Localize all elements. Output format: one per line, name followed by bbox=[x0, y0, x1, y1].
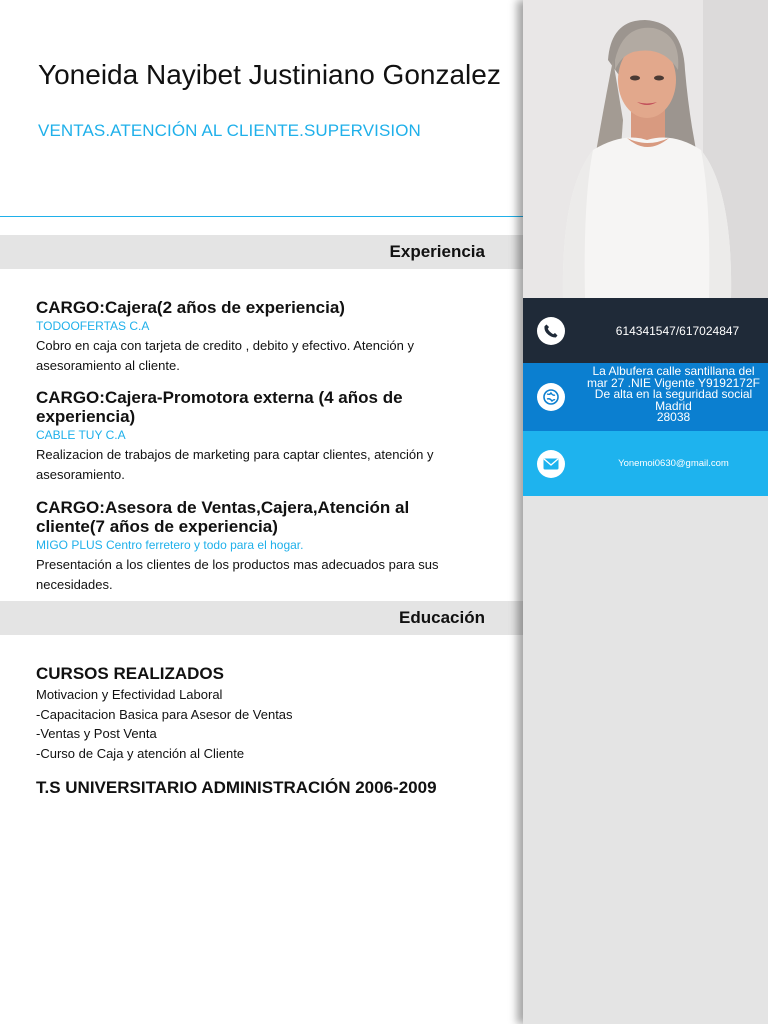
candidate-headline: VENTAS.ATENCIÓN AL CLIENTE.SUPERVISION bbox=[38, 121, 421, 140]
experience-heading: Experiencia bbox=[389, 242, 485, 261]
profile-photo bbox=[523, 0, 768, 298]
address-row bbox=[523, 363, 768, 431]
course-item: -Capacitacion Basica para Asesor de Ventas bbox=[36, 706, 293, 722]
courses-block bbox=[36, 664, 481, 763]
job-company: TODOOFERTAS C.A bbox=[36, 319, 150, 333]
job-title: CARGO:Cajera-Promotora externa (4 años de experiencia) bbox=[36, 388, 403, 426]
education-section-bar bbox=[0, 601, 523, 635]
phone-row bbox=[523, 298, 768, 363]
location-globe-icon bbox=[537, 383, 565, 411]
job-entry bbox=[36, 498, 481, 594]
header-divider bbox=[0, 216, 523, 217]
address-line: La Albufera calle santillana del bbox=[592, 364, 755, 378]
course-item: -Ventas y Post Venta bbox=[36, 726, 157, 741]
job-description: Cobro en caja con tarjeta de credito , debito y efectivo. Atención y asesoramiento al cliente. bbox=[36, 338, 414, 373]
job-description: Presentación a los clientes de los productos mas adecuados para sus necesidades. bbox=[36, 557, 439, 592]
profile-photo-illustration bbox=[523, 0, 768, 298]
phone-number: 614341547/617024847 bbox=[615, 323, 740, 338]
address-line: Madrid bbox=[655, 398, 692, 413]
job-company: CABLE TUY C.A bbox=[36, 428, 126, 442]
course-item: -Curso de Caja y atención al Cliente bbox=[36, 745, 245, 761]
courses-title: CURSOS REALIZADOS bbox=[36, 664, 224, 683]
address-line: mar 27 .NIE Vigente Y9192172F bbox=[586, 375, 760, 390]
candidate-name: Yoneida Nayibet Justiniano Gonzalez bbox=[38, 59, 501, 90]
address-block bbox=[579, 366, 768, 424]
course-item: Motivacion y Efectividad Laboral bbox=[36, 687, 223, 702]
contact-sidebar bbox=[523, 0, 768, 1024]
phone-icon bbox=[537, 317, 565, 345]
experience-section-bar bbox=[0, 235, 523, 269]
envelope-icon bbox=[537, 450, 565, 478]
email-address[interactable]: Yonemoi0630@gmail.com bbox=[618, 458, 729, 469]
job-title: CARGO:Asesora de Ventas,Cajera,Atención al cliente(7 años de experiencia) bbox=[36, 498, 410, 536]
job-entry bbox=[36, 298, 481, 375]
degree-line: T.S UNIVERSITARIO ADMINISTRACIÓN 2006-2009 bbox=[36, 778, 437, 797]
address-line: 28038 bbox=[656, 410, 691, 424]
job-company: MIGO PLUS Centro ferretero y todo para el hogar. bbox=[36, 538, 304, 552]
email-row bbox=[523, 431, 768, 496]
education-heading: Educación bbox=[399, 608, 485, 627]
job-description: Realizacion de trabajos de marketing para captar clientes, atención y asesoramiento. bbox=[36, 447, 434, 482]
job-entry bbox=[36, 388, 481, 484]
address-line: De alta en la seguridad social bbox=[594, 387, 753, 401]
job-title: CARGO:Cajera(2 años de experiencia) bbox=[36, 298, 345, 317]
